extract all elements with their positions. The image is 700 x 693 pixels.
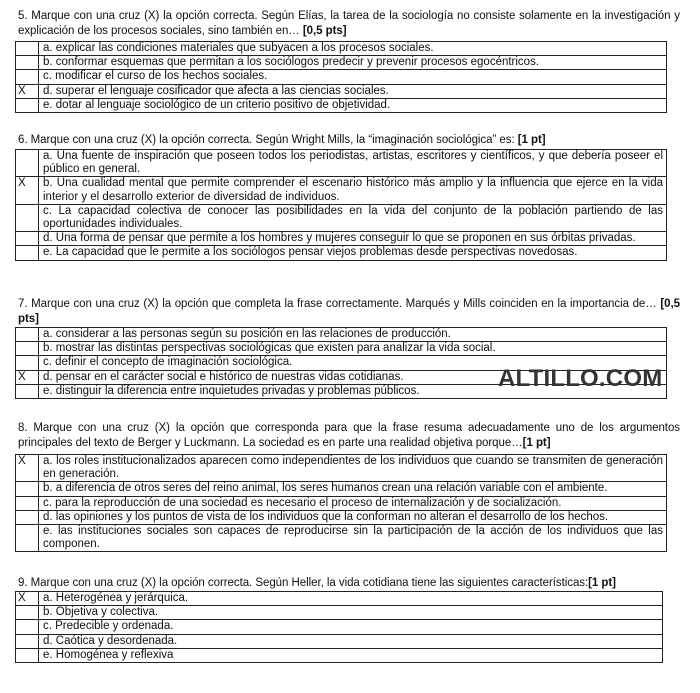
answer-mark-cell[interactable] <box>16 246 39 260</box>
option-text: b. mostrar las distintas perspectivas sociológicas que existen para analizar la vida social. <box>39 342 667 356</box>
option-row[interactable] <box>16 525 667 552</box>
answer-mark-cell[interactable] <box>16 525 39 552</box>
option-text: a. considerar a las personas según su posición en las relaciones de producción. <box>39 328 667 342</box>
option-row[interactable] <box>16 98 667 112</box>
option-text: d. pensar en el carácter social e histórico de nuestras vidas cotidianas. <box>39 370 667 384</box>
option-row[interactable] <box>16 56 667 70</box>
option-text: a. Heterogénea y jerárquica. <box>39 592 663 606</box>
option-row[interactable] <box>16 204 667 231</box>
answer-mark-cell[interactable] <box>16 384 39 398</box>
option-text: b. conformar esquemas que permitan a los sociólogos predecir y prevenir procesos egocéntricos. <box>39 56 667 70</box>
answer-mark-cell[interactable] <box>16 204 39 231</box>
question-5-text <box>18 9 680 39</box>
option-row[interactable] <box>16 496 667 510</box>
option-row[interactable] <box>16 246 667 260</box>
answer-mark-cell[interactable]: X <box>16 84 39 98</box>
question-7-prompt: 7. Marque con una cruz (X) la opción que completa la frase correctamente. Marqués y Mills coinciden en la importancia de… <box>18 298 661 310</box>
option-text: c. La capacidad colectiva de conocer las posibilidades en la vida del conjunto de la población partiendo de las oportunidades individuales. <box>39 204 667 231</box>
altillo-watermark: ALTILLO.COM <box>498 365 663 392</box>
option-text: c. para la reproducción de una sociedad es necesario el proceso de internalización y de socialización. <box>39 496 667 510</box>
option-text: e. La capacidad que le permite a los sociólogos pensar viejos problemas desde perspectivas novedosas. <box>39 246 667 260</box>
question-5-prompt: 5. Marque con una cruz (X) la opción correcta. Según Elías, la tarea de la sociología no consiste solamente en la investigación y explicación de los procesos sociales, sino también en… <box>18 10 680 37</box>
question-6-points: [1 pt] <box>517 134 546 146</box>
option-text: d. las opiniones y los puntos de vista de los individuos que la conforman no alteran el desarrollo de los hechos. <box>39 510 667 524</box>
question-9-options <box>15 591 663 663</box>
option-row[interactable] <box>16 482 667 496</box>
option-text: a. explicar las condiciones materiales que subyacen a los procesos sociales. <box>39 42 667 56</box>
option-text: e. dotar al lenguaje sociológico de un criterio positivo de objetividad. <box>39 98 667 112</box>
question-6-options <box>15 149 667 261</box>
option-text: c. Predecible y ordenada. <box>39 620 663 634</box>
answer-mark-cell[interactable] <box>16 98 39 112</box>
answer-mark-cell[interactable] <box>16 328 39 342</box>
option-row[interactable] <box>16 606 663 620</box>
option-row[interactable] <box>16 232 667 246</box>
answer-mark-cell[interactable] <box>16 42 39 56</box>
question-6-text <box>18 133 680 148</box>
option-text: b. a diferencia de otros seres del reino animal, los seres humanos crean una relación variable con el ambiente. <box>39 482 667 496</box>
answer-mark-cell[interactable] <box>16 150 39 177</box>
option-row[interactable] <box>16 592 663 606</box>
answer-mark-cell[interactable] <box>16 634 39 648</box>
option-text: d. Una forma de pensar que permite a los hombres y mujeres conseguir lo que se proponen en sus órbitas privadas. <box>39 232 667 246</box>
question-9-text <box>18 576 680 591</box>
option-text: c. modificar el curso de los hechos sociales. <box>39 70 667 84</box>
answer-mark-cell[interactable] <box>16 496 39 510</box>
option-row[interactable] <box>16 510 667 524</box>
answer-mark-cell[interactable]: X <box>16 592 39 606</box>
option-text: a. Una fuente de inspiración que poseen todos los periodistas, artistas, escritores y científicos, y que debería poseer el público en general. <box>39 150 667 177</box>
question-5-options <box>15 41 667 113</box>
answer-mark-cell[interactable]: X <box>16 370 39 384</box>
option-row[interactable] <box>16 328 667 342</box>
answer-mark-cell[interactable]: X <box>16 177 39 204</box>
question-5-points: [0,5 pts] <box>302 25 347 37</box>
option-text: a. los roles institucionalizados aparecen como independientes de los individuos que cuando se transmiten de generación en generación. <box>39 455 667 482</box>
answer-mark-cell[interactable] <box>16 606 39 620</box>
answer-mark-cell[interactable] <box>16 70 39 84</box>
option-text: e. las instituciones sociales son capaces de reproducirse sin la participación de la acción de los individuos que las componen. <box>39 525 667 552</box>
option-text: d. superar el lenguaje cosificador que afecta a las ciencias sociales. <box>39 84 667 98</box>
answer-mark-cell[interactable] <box>16 342 39 356</box>
option-text: b. Objetiva y colectiva. <box>39 606 663 620</box>
question-8-text <box>18 421 680 451</box>
answer-mark-cell[interactable] <box>16 482 39 496</box>
question-8-prompt: 8. Marque con una cruz (X) la opción que corresponda para que la frase resuma adecuadamente uno de los argumentos principales del texto de Berger y Luckmann. La sociedad es en parte una realidad objetiva porque… <box>18 422 680 449</box>
option-row[interactable] <box>16 84 667 98</box>
question-7-points: [0,5 pts] <box>18 298 680 325</box>
question-6-prompt: 6. Marque con una cruz (X) la opción correcta. Según Wright Mills, la “imaginación sociológica” es: <box>18 134 518 146</box>
option-row[interactable] <box>16 70 667 84</box>
option-text: e. distinguir la diferencia entre inquietudes privadas y problemas públicos. <box>39 384 667 398</box>
option-row[interactable] <box>16 177 667 204</box>
answer-mark-cell[interactable] <box>16 620 39 634</box>
question-8-options <box>15 454 667 552</box>
option-row[interactable] <box>16 648 663 662</box>
question-7-text <box>18 297 680 327</box>
option-text: b. Una cualidad mental que permite comprender el escenario histórico más amplio y la influencia que ejerce en la vida interior y el desarrollo exterior de diversidad de individuos. <box>39 177 667 204</box>
option-text: d. Caótica y desordenada. <box>39 634 663 648</box>
answer-mark-cell[interactable] <box>16 648 39 662</box>
answer-mark-cell[interactable] <box>16 56 39 70</box>
option-text: e. Homogénea y reflexiva <box>39 648 663 662</box>
question-9-points: [1 pt] <box>588 577 616 589</box>
answer-mark-cell[interactable] <box>16 232 39 246</box>
option-row[interactable] <box>16 634 663 648</box>
option-row[interactable] <box>16 42 667 56</box>
question-8-points: [1 pt] <box>522 437 551 449</box>
option-row[interactable] <box>16 150 667 177</box>
question-9-prompt: 9. Marque con una cruz (X) la opción correcta. Según Heller, la vida cotidiana tiene las siguientes características: <box>18 577 589 589</box>
option-text: c. definir el concepto de imaginación sociológica. <box>39 356 667 370</box>
option-row[interactable] <box>16 342 667 356</box>
answer-mark-cell[interactable] <box>16 510 39 524</box>
option-row[interactable] <box>16 455 667 482</box>
answer-mark-cell[interactable]: X <box>16 455 39 482</box>
option-row[interactable] <box>16 620 663 634</box>
answer-mark-cell[interactable] <box>16 356 39 370</box>
